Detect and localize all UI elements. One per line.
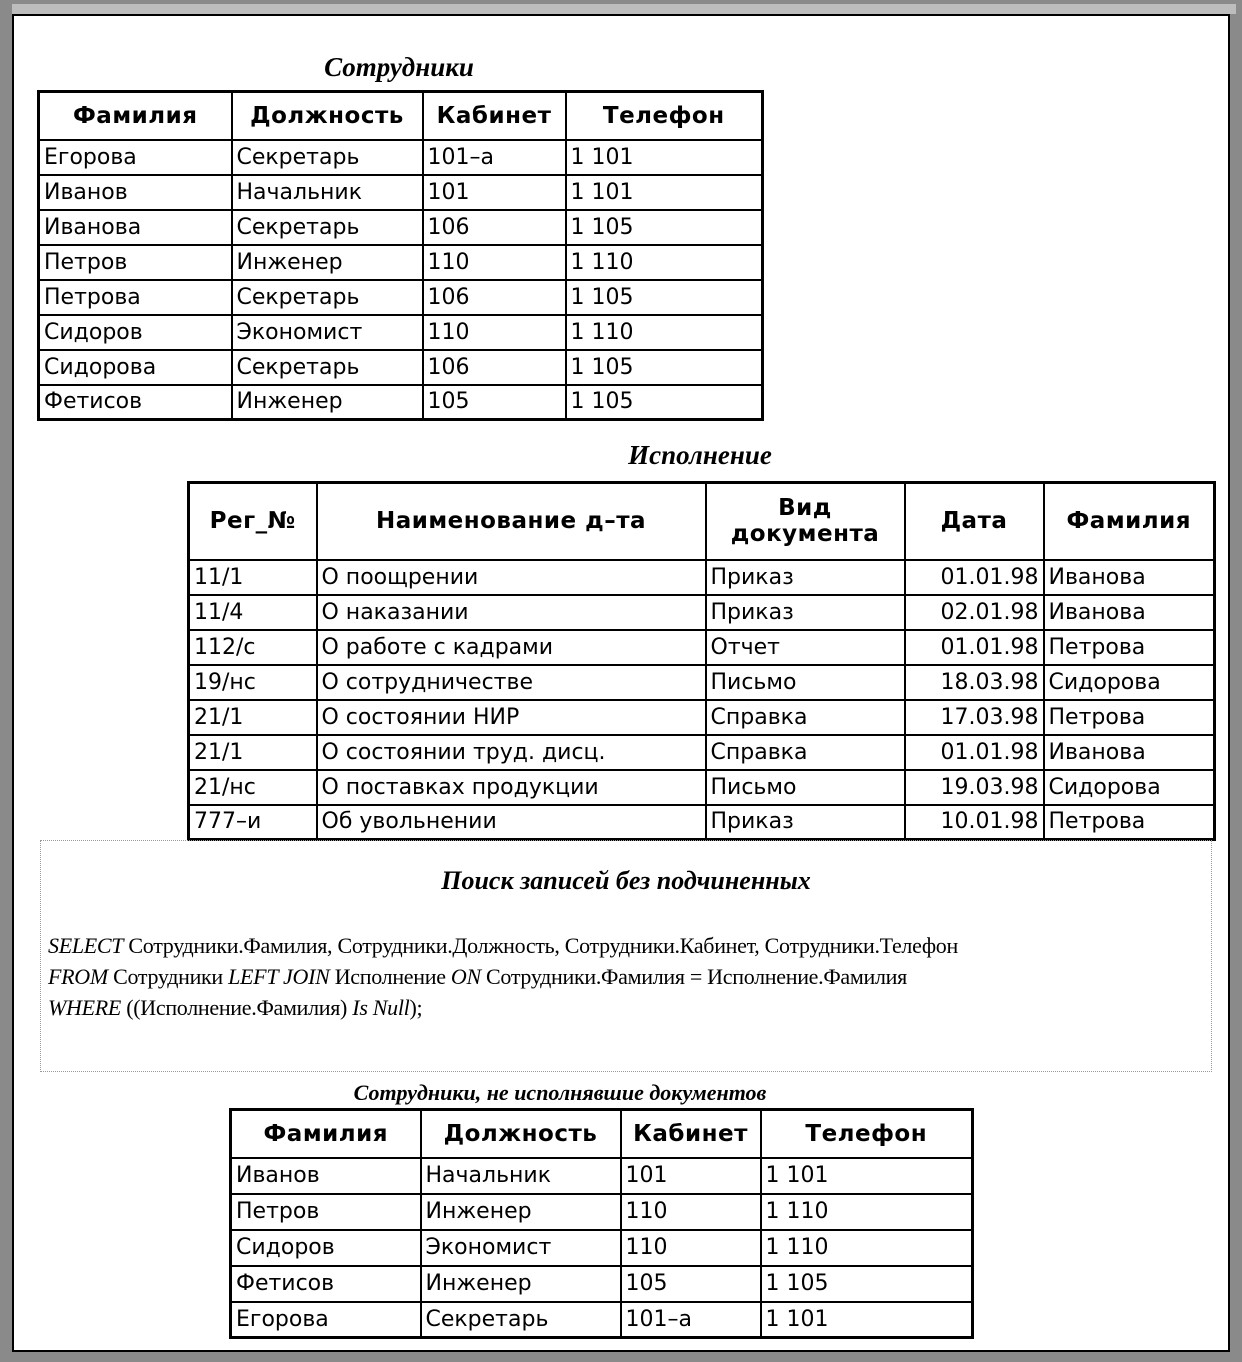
table-cell: 1 110 [566,315,763,350]
table-cell: 1 110 [761,1230,973,1266]
table-cell: 106 [423,350,566,385]
table-cell: 110 [423,315,566,350]
table-cell: Отчет [706,630,905,665]
table-cell: О состоянии труд. дисц. [317,735,706,770]
table-cell: Секретарь [232,350,423,385]
table-cell: 110 [621,1194,761,1230]
table-cell: Секретарь [232,280,423,315]
table-cell: 1 101 [566,140,763,175]
table-cell: Экономист [421,1230,621,1266]
table-cell: О поощрении [317,560,706,595]
execution-header-row [189,483,1215,560]
table-cell: 106 [423,210,566,245]
column-header: Фамилия [39,92,232,140]
table-row [39,385,763,420]
table-row [39,350,763,385]
table-cell: Петрова [1044,700,1215,735]
table-cell: 1 105 [566,280,763,315]
table-cell: Об увольнении [317,805,706,840]
table-row [189,665,1215,700]
table-cell: 02.01.98 [905,595,1044,630]
table-cell: Иванова [1044,595,1215,630]
execution-caption: Исполнение [628,440,772,470]
table-cell: Сидорова [1044,770,1215,805]
column-header: Должность [232,92,423,140]
table-row [189,805,1215,840]
table-row [39,175,763,210]
column-header: Кабинет [621,1110,761,1158]
table-cell: Егорова [39,140,232,175]
column-header: Кабинет [423,92,566,140]
column-header: Должность [421,1110,621,1158]
column-header: Наименование д–та [317,483,706,560]
table-row [39,280,763,315]
table-cell: Справка [706,700,905,735]
sql-query [48,930,958,1023]
table-cell: Экономист [232,315,423,350]
table-cell: Петров [231,1194,421,1230]
table-cell: Петрова [1044,630,1215,665]
table-cell: О наказании [317,595,706,630]
table-row [189,735,1215,770]
table-cell: 777–и [189,805,317,840]
table-cell: 105 [423,385,566,420]
table-cell: 19.03.98 [905,770,1044,805]
table-cell: 106 [423,280,566,315]
table-cell: 101–а [621,1302,761,1338]
table-cell: 101–а [423,140,566,175]
table-cell: 10.01.98 [905,805,1044,840]
table-cell: 110 [423,245,566,280]
column-header: Фамилия [1044,483,1215,560]
table-cell: Секретарь [232,140,423,175]
table-cell: Секретарь [421,1302,621,1338]
table-row [39,245,763,280]
result-table [229,1108,974,1339]
table-cell: 1 105 [566,210,763,245]
column-header: Телефон [566,92,763,140]
table-row [189,595,1215,630]
table-cell: 110 [621,1230,761,1266]
column-header: Фамилия [231,1110,421,1158]
table-row [189,700,1215,735]
column-header: Телефон [761,1110,973,1158]
table-cell: Иванова [1044,735,1215,770]
table-cell: Иванова [39,210,232,245]
table-cell: 101 [621,1158,761,1194]
table-cell: О работе с кадрами [317,630,706,665]
table-cell: 1 105 [566,385,763,420]
table-cell: Инженер [232,385,423,420]
table-cell: 19/нс [189,665,317,700]
table-cell: Фетисов [231,1266,421,1302]
table-cell: 01.01.98 [905,560,1044,595]
table-cell: 112/с [189,630,317,665]
sql-line-select: SELECT Сотрудники.Фамилия, Сотрудники.Должность, Сотрудники.Кабинет, Сотрудники.Телефон [48,933,958,958]
table-cell: 01.01.98 [905,735,1044,770]
table-cell: Справка [706,735,905,770]
table-cell: Сидорова [39,350,232,385]
table-cell: Секретарь [232,210,423,245]
table-cell: Петров [39,245,232,280]
employees-header-row [39,92,763,140]
table-cell: 1 110 [566,245,763,280]
table-cell: Иванова [1044,560,1215,595]
frame-top-shade [12,4,1236,14]
execution-table [187,481,1216,841]
table-cell: Сидорова [1044,665,1215,700]
employees-caption: Сотрудники [324,52,474,82]
column-header: Вид документа [706,483,905,560]
table-cell: Приказ [706,805,905,840]
table-cell: Петрова [1044,805,1215,840]
table-cell: 17.03.98 [905,700,1044,735]
table-cell: Сидоров [231,1230,421,1266]
table-cell: Инженер [421,1194,621,1230]
table-row [39,140,763,175]
table-cell: О состоянии НИР [317,700,706,735]
table-cell: Фетисов [39,385,232,420]
table-row [231,1158,973,1194]
table-cell: Начальник [232,175,423,210]
table-cell: 21/1 [189,700,317,735]
table-row [39,210,763,245]
table-cell: Приказ [706,595,905,630]
table-row [231,1194,973,1230]
table-cell: Сидоров [39,315,232,350]
result-header-row [231,1110,973,1158]
table-row [189,630,1215,665]
column-header: Дата [905,483,1044,560]
table-cell: О сотрудничестве [317,665,706,700]
table-row [231,1230,973,1266]
table-cell: 1 101 [761,1302,973,1338]
table-cell: Инженер [421,1266,621,1302]
table-cell: Письмо [706,665,905,700]
table-row [39,315,763,350]
table-cell: О поставках продукции [317,770,706,805]
table-cell: 105 [621,1266,761,1302]
table-cell: Письмо [706,770,905,805]
table-cell: Егорова [231,1302,421,1338]
table-cell: 11/4 [189,595,317,630]
table-cell: 18.03.98 [905,665,1044,700]
table-cell: Начальник [421,1158,621,1194]
table-cell: 1 105 [566,350,763,385]
result-caption: Сотрудники, не исполнявшие документов [353,1080,767,1105]
table-cell: Приказ [706,560,905,595]
table-cell: 101 [423,175,566,210]
table-cell: 11/1 [189,560,317,595]
table-cell: 1 101 [761,1158,973,1194]
sql-line-from: FROM Сотрудники LEFT JOIN Исполнение ON Сотрудники.Фамилия = Исполнение.Фамилия [48,964,907,989]
table-cell: 1 101 [566,175,763,210]
table-cell: 21/1 [189,735,317,770]
table-row [189,770,1215,805]
table-cell: Инженер [232,245,423,280]
query-title: Поиск записей без подчиненных [441,866,811,895]
table-cell: 01.01.98 [905,630,1044,665]
table-row [231,1302,973,1338]
table-cell: Иванов [231,1158,421,1194]
table-cell: 21/нс [189,770,317,805]
table-row [189,560,1215,595]
table-cell: Иванов [39,175,232,210]
sql-line-where: WHERE ((Исполнение.Фамилия) Is Null); [48,995,423,1020]
table-cell: 1 105 [761,1266,973,1302]
column-header: Рег_№ [189,483,317,560]
table-cell: Петрова [39,280,232,315]
table-cell: 1 110 [761,1194,973,1230]
employees-table [37,90,764,421]
table-row [231,1266,973,1302]
